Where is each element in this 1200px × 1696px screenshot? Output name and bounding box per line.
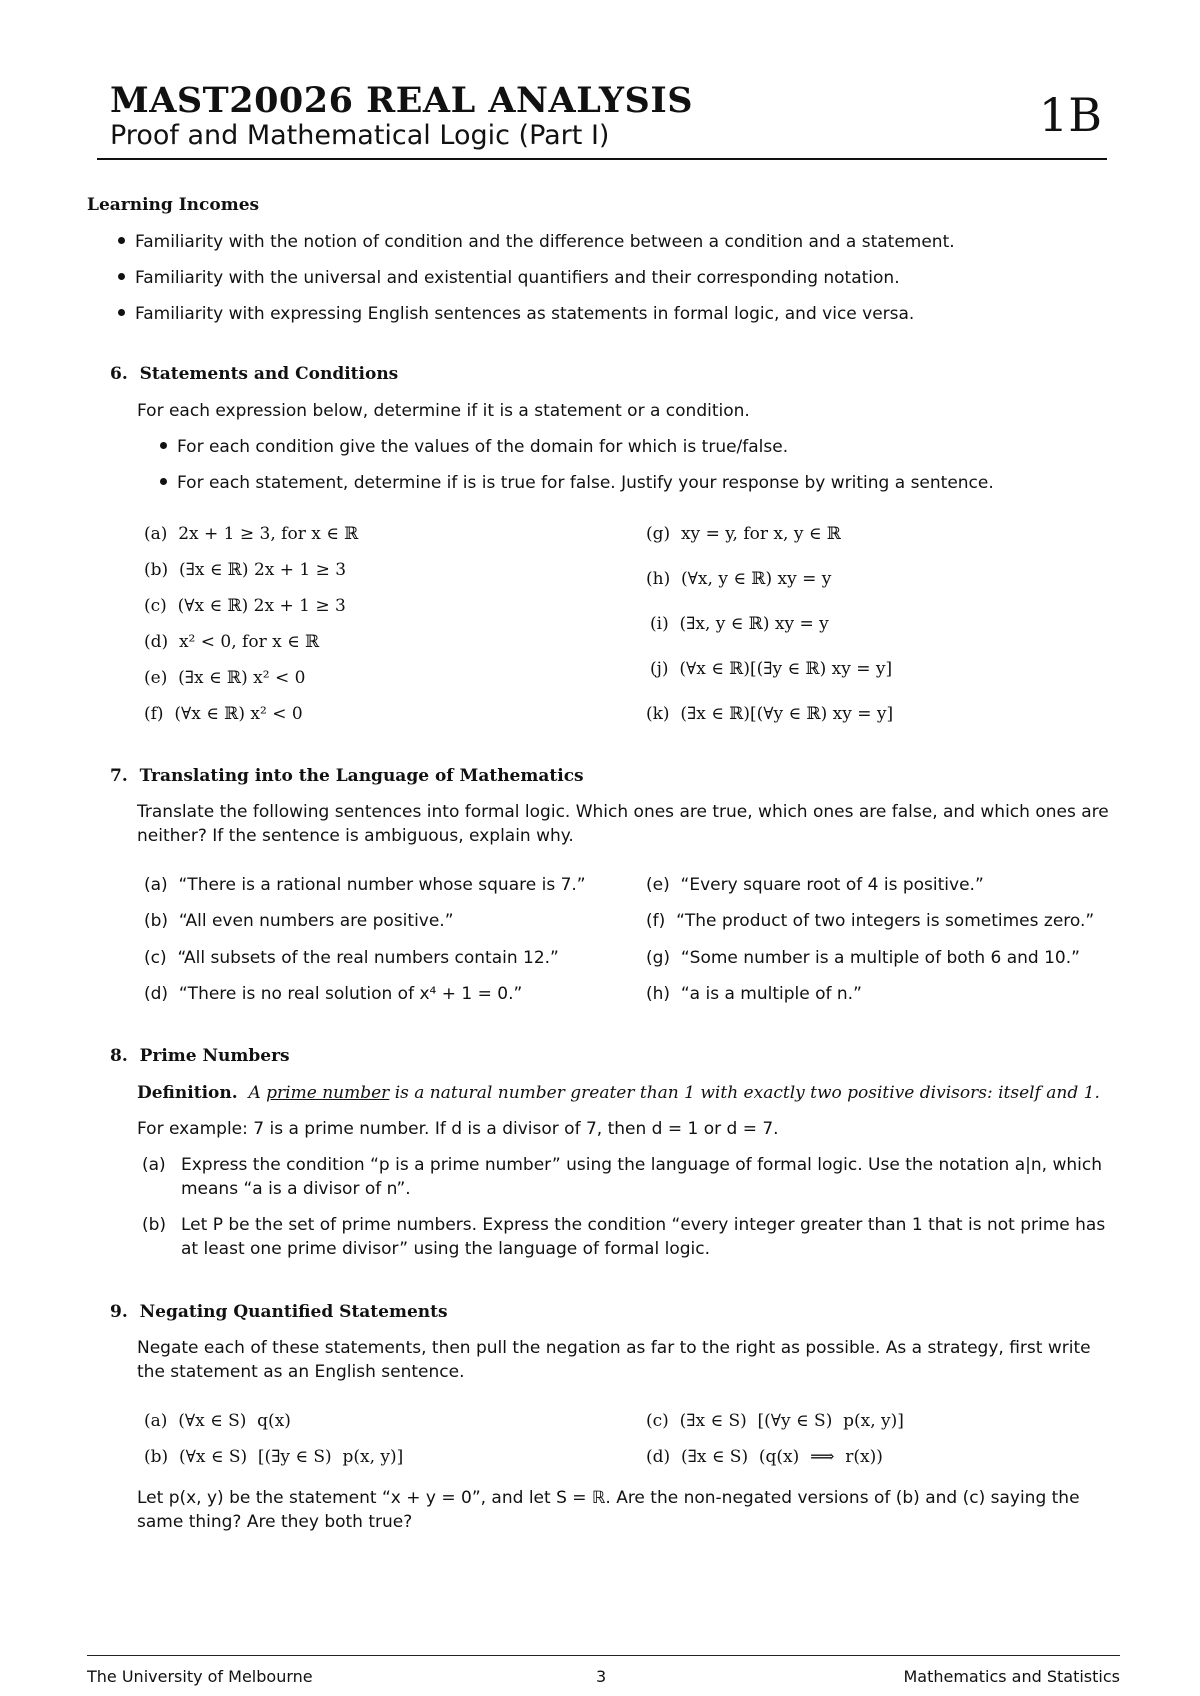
item-label: (e) — [646, 875, 670, 895]
item-label: (a) — [142, 1155, 166, 1175]
section-9-heading — [110, 1300, 448, 1324]
item-text: “a is a multiple of n.” — [680, 984, 862, 1004]
item-label: (d) — [144, 632, 169, 652]
section-title: Statements and Conditions — [139, 364, 399, 384]
learning-bullet-text: Familiarity with the notion of condition and the difference between a condition and a statement. — [135, 232, 955, 252]
item-label: (i) — [650, 614, 669, 634]
page-number: 3 — [596, 1667, 607, 1686]
list-item — [144, 594, 346, 618]
section-9-intro: Negate each of these statements, then pull the negation as far to the right as possible. As a strategy, first write the statement as an English sentence. — [137, 1338, 1091, 1382]
item-label: (d) — [646, 1447, 671, 1467]
list-item — [646, 522, 841, 546]
list-item — [144, 909, 454, 933]
bullet-icon — [160, 478, 167, 485]
bullet-icon — [118, 273, 125, 280]
page-subtitle: Proof and Mathematical Logic (Part I) — [110, 120, 610, 151]
item-text: xy = y, for x, y ∈ ℝ — [680, 524, 841, 544]
item-text: “The product of two integers is sometimes zero.” — [676, 911, 1095, 931]
learning-bullet-text: Familiarity with expressing English sentences as statements in formal logic, and vice versa. — [135, 304, 915, 324]
list-item — [650, 657, 892, 681]
item-label: (h) — [646, 984, 671, 1004]
learning-heading: Learning Incomes — [87, 195, 260, 215]
item-text: (∀x ∈ ℝ) 2x + 1 ≥ 3 — [177, 596, 346, 616]
item-text: x² < 0, for x ∈ ℝ — [178, 632, 320, 652]
section-8-heading — [110, 1044, 290, 1068]
list-item — [144, 630, 319, 654]
item-label: (b) — [144, 1447, 169, 1467]
item-label: (k) — [646, 704, 670, 724]
item-text: “All subsets of the real numbers contain 12.” — [177, 948, 559, 968]
item-text: (∃x, y ∈ ℝ) xy = y — [679, 614, 829, 634]
item-label: (g) — [646, 524, 671, 544]
item-text: (∀x ∈ S) q(x) — [178, 1411, 291, 1431]
item-text: “Some number is a multiple of both 6 and 10.” — [680, 948, 1080, 968]
list-item — [646, 982, 862, 1006]
definition-label: Definition. — [137, 1083, 238, 1103]
bullet-icon — [118, 309, 125, 316]
item-text: (∀x ∈ ℝ) x² < 0 — [174, 704, 303, 724]
item-label: (d) — [144, 984, 169, 1004]
item-label: (b) — [142, 1215, 167, 1235]
list-item — [144, 873, 586, 897]
item-text: (∀x, y ∈ ℝ) xy = y — [681, 569, 832, 589]
item-text: (∃x ∈ ℝ) 2x + 1 ≥ 3 — [178, 560, 347, 580]
definition-article: A — [248, 1083, 261, 1103]
item-text: “Every square root of 4 is positive.” — [680, 875, 984, 895]
item-text: (∀x ∈ S) [(∃y ∈ S) p(x, y)] — [178, 1447, 404, 1467]
item-label: (f) — [646, 911, 666, 931]
list-item — [144, 666, 305, 690]
section-6-bullet — [160, 435, 788, 459]
list-item — [646, 1409, 904, 1433]
item-label: (b) — [144, 911, 169, 931]
bullet-icon — [160, 442, 167, 449]
item-text: (∀x ∈ ℝ)[(∃y ∈ ℝ) xy = y] — [679, 659, 893, 679]
footer-department: Mathematics and Statistics — [903, 1667, 1120, 1686]
item-label: (c) — [144, 596, 167, 616]
item-label: (c) — [144, 948, 167, 968]
item-label: (b) — [144, 560, 169, 580]
item-label: (g) — [646, 948, 671, 968]
section-6-bullet-text: For each statement, determine if is is true for false. Justify your response by writing a sentence. — [177, 473, 994, 493]
section-6-heading — [110, 362, 398, 386]
learning-bullet-text: Familiarity with the universal and existential quantifiers and their corresponding notation. — [135, 268, 900, 288]
learning-bullet — [118, 266, 900, 290]
item-text: (∃x ∈ S) [(∀y ∈ S) p(x, y)] — [679, 1411, 904, 1431]
definition-text: is a natural number greater than 1 with exactly two positive divisors: itself and 1. — [394, 1083, 1100, 1103]
item-label: (a) — [144, 1411, 168, 1431]
item-label: (e) — [144, 668, 168, 688]
list-item — [646, 567, 831, 591]
footer-rule — [87, 1655, 1120, 1656]
item-text: Let P be the set of prime numbers. Express the condition “every integer greater than 1 that is not prime has at least one prime divisor” using the language of formal logic. — [181, 1215, 1106, 1259]
footer-institution: The University of Melbourne — [87, 1667, 313, 1686]
list-item — [646, 946, 1080, 970]
item-text: (∃x ∈ S) (q(x) ⟹ r(x)) — [680, 1447, 883, 1467]
course-title: MAST20026 REAL ANALYSIS — [110, 80, 693, 121]
list-item — [144, 522, 358, 546]
section-6-bullet — [160, 471, 994, 495]
section-title: Negating Quantified Statements — [139, 1302, 448, 1322]
item-text: 2x + 1 ≥ 3, for x ∈ ℝ — [178, 524, 359, 544]
item-text: Express the condition “p is a prime number” using the language of formal logic. Use the notation a|n, which means “a is a divisor of n”. — [181, 1155, 1102, 1199]
learning-bullet — [118, 230, 955, 254]
section-9-closing: Let p(x, y) be the statement “x + y = 0”, and let S = ℝ. Are the non-negated versions of (b) and (c) saying the same thing? Are they both true? — [137, 1488, 1080, 1532]
item-text: (∃x ∈ ℝ)[(∀y ∈ ℝ) xy = y] — [680, 704, 894, 724]
item-label: (j) — [650, 659, 669, 679]
item-text: (∃x ∈ ℝ) x² < 0 — [178, 668, 306, 688]
section-7-intro: Translate the following sentences into formal logic. Which ones are true, which ones are false, and which ones are neither? If the sentence is ambiguous, explain why. — [137, 802, 1109, 846]
section-number: 7. — [110, 766, 128, 786]
list-item — [646, 873, 984, 897]
list-item — [144, 558, 346, 582]
list-item — [144, 946, 559, 970]
section-number: 9. — [110, 1302, 128, 1322]
item-label: (a) — [144, 524, 168, 544]
definition — [137, 1081, 1100, 1105]
item-text: “There is no real solution of x⁴ + 1 = 0.” — [178, 984, 523, 1004]
item-label: (f) — [144, 704, 164, 724]
learning-bullet — [118, 302, 914, 326]
item-text: “All even numbers are positive.” — [178, 911, 454, 931]
section-number: 6. — [110, 364, 128, 384]
item-label: (h) — [646, 569, 671, 589]
list-item — [646, 702, 893, 726]
example-text: For example: 7 is a prime number. If d is a divisor of 7, then d = 1 or d = 7. — [137, 1119, 779, 1139]
section-6-intro: For each expression below, determine if it is a statement or a condition. — [137, 401, 750, 421]
list-item — [646, 1445, 883, 1469]
section-title: Translating into the Language of Mathematics — [139, 766, 584, 786]
header-rule — [97, 158, 1107, 160]
list-item — [144, 982, 522, 1006]
sheet-code: 1B — [1038, 88, 1102, 142]
bullet-icon — [118, 237, 125, 244]
item-label: (c) — [646, 1411, 669, 1431]
list-item — [144, 702, 303, 726]
definition-term: prime number — [266, 1083, 390, 1103]
item-text: “There is a rational number whose square is 7.” — [178, 875, 586, 895]
list-item — [144, 1445, 403, 1469]
section-7-heading — [110, 764, 584, 788]
section-6-bullet-text: For each condition give the values of the domain for which is true/false. — [177, 437, 789, 457]
list-item — [646, 909, 1094, 933]
list-item — [144, 1409, 291, 1433]
section-title: Prime Numbers — [139, 1046, 290, 1066]
section-number: 8. — [110, 1046, 128, 1066]
item-label: (a) — [144, 875, 168, 895]
list-item — [650, 612, 829, 636]
